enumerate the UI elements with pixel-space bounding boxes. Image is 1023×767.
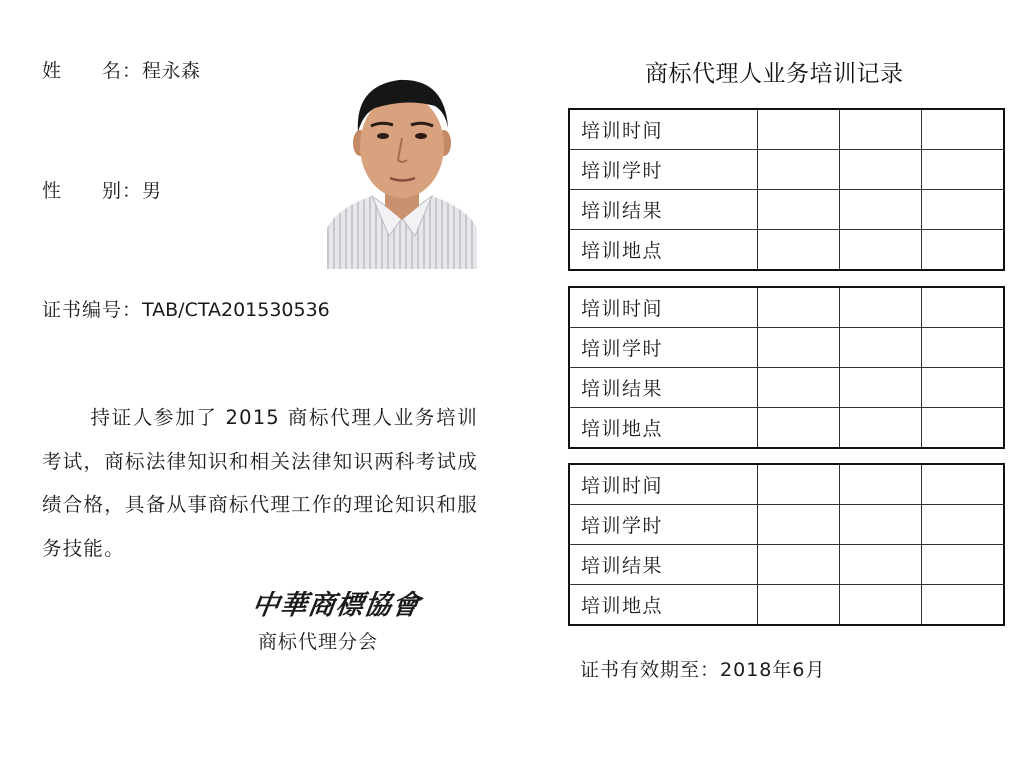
table-cell [758,464,840,505]
row-label: 培训学时 [569,328,758,368]
table-row [569,505,1004,545]
table-cell [758,190,840,230]
gender-field [42,176,162,203]
table-cell [922,464,1005,505]
row-label: 培训时间 [569,287,758,328]
table-cell [840,545,922,585]
table-row [569,464,1004,505]
table-cell [922,287,1005,328]
name-label: 姓 名： [42,60,143,82]
training-record-table-3 [568,463,1005,626]
table-cell [840,109,922,150]
table-row [569,109,1004,150]
table-cell [840,585,922,626]
table-cell [922,328,1005,368]
row-label: 培训结果 [569,545,758,585]
row-label: 培训地点 [569,408,758,449]
row-label: 培训结果 [569,368,758,408]
row-label: 培训学时 [569,150,758,190]
table-cell [840,408,922,449]
validity-field [580,655,825,682]
validity-label: 证书有效期至： [580,659,721,681]
gender-label: 性 别： [42,180,143,202]
table-cell [758,505,840,545]
holder-photo [327,68,477,269]
table-cell [840,368,922,408]
table-row [569,585,1004,626]
table-row [569,150,1004,190]
name-field [42,56,201,83]
certificate-statement [42,396,478,570]
training-record-table-2 [568,286,1005,449]
table-cell [922,230,1005,271]
table-cell [840,505,922,545]
table-cell [758,545,840,585]
table-cell [922,585,1005,626]
issuer-calligraphy-logo: 中華商標協會 [249,590,423,621]
table-cell [922,368,1005,408]
table-row [569,287,1004,328]
table-row [569,368,1004,408]
table-cell [922,150,1005,190]
holder-name: 程永森 [142,60,201,82]
table-cell [758,368,840,408]
row-label: 培训地点 [569,585,758,626]
validity-date: 2018年6月 [720,659,826,681]
table-cell [758,109,840,150]
record-title: 商标代理人业务培训记录 [645,61,904,87]
table-row [569,230,1004,271]
table-cell [758,585,840,626]
row-label: 培训学时 [569,505,758,545]
table-cell [922,190,1005,230]
training-record-table-1 [568,108,1005,271]
table-cell [840,287,922,328]
table-cell [840,230,922,271]
table-row [569,408,1004,449]
table-cell [758,408,840,449]
row-label: 培训时间 [569,109,758,150]
table-cell [922,545,1005,585]
issuer-organization: 商标代理分会 [258,631,379,653]
table-cell [840,150,922,190]
row-label: 培训地点 [569,230,758,271]
table-cell [758,328,840,368]
table-cell [840,328,922,368]
row-label: 培训结果 [569,190,758,230]
row-label: 培训时间 [569,464,758,505]
table-cell [840,464,922,505]
cert-number-label: 证书编号： [42,299,143,321]
table-row [569,545,1004,585]
cert-number: TAB/CTA201530536 [142,299,330,321]
portrait-image [327,68,477,269]
cert-number-field [42,295,330,322]
table-cell [758,287,840,328]
table-cell [758,230,840,271]
table-row [569,190,1004,230]
table-cell [922,408,1005,449]
table-cell [758,150,840,190]
statement-text: 持证人参加了 2015 商标代理人业务培训考试，商标法律知识和相关法律知识两科考试成绩合格，具备从事商标代理工作的理论知识和服务技能。 [42,406,478,560]
table-cell [922,505,1005,545]
table-cell [922,109,1005,150]
table-cell [840,190,922,230]
table-row [569,328,1004,368]
holder-gender: 男 [142,180,162,202]
